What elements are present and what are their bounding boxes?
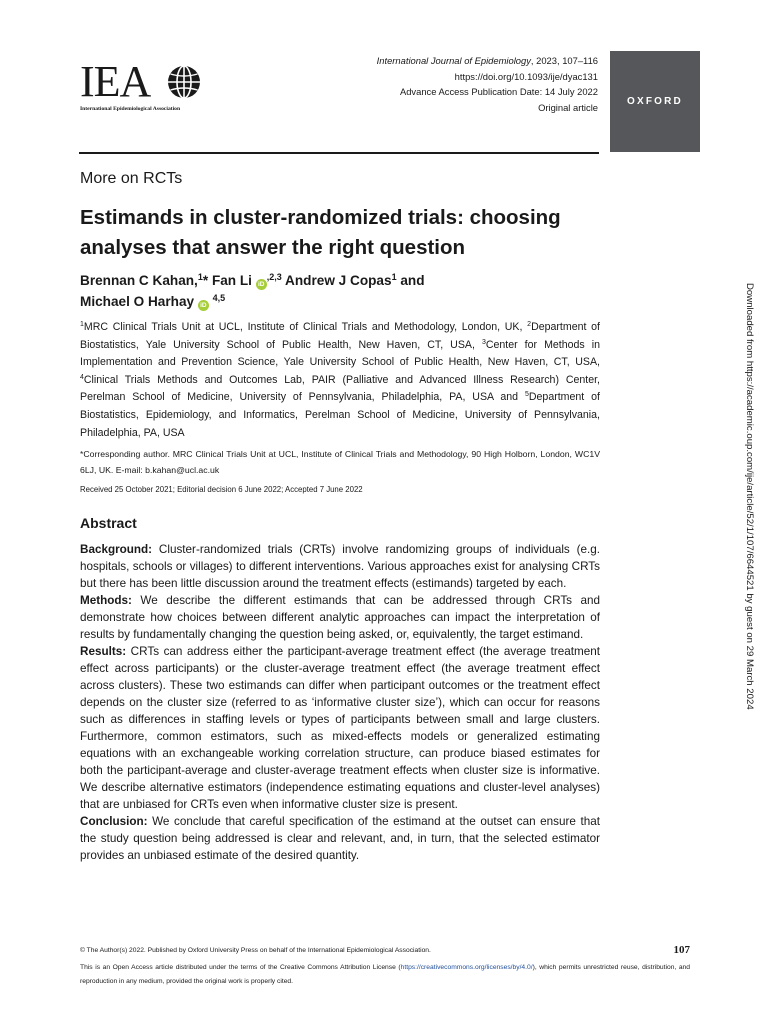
- corresponding-author: *Corresponding author. MRC Clinical Trials Unit at UCL, Institute of Clinical Trials and Methodology, 90 High Holborn, London, WC1V 6LJ, UK. E-mail: b.kahan@ucl.ac.uk: [80, 449, 600, 475]
- section-label: More on RCTs: [80, 170, 183, 187]
- affiliation-sup: 5: [524, 391, 529, 399]
- author-name[interactable]: Andrew J Copas: [285, 273, 392, 288]
- author-name[interactable]: Brennan C Kahan,: [80, 273, 198, 288]
- journal-citation: [377, 53, 598, 69]
- author-name[interactable]: Michael O Harhay: [80, 294, 195, 309]
- page-number: 107: [673, 944, 690, 956]
- affiliation-5: Department of Biostatistics, Epidemiology, and Informatics, Perelman School of Medicine, University of Pennsylvania, Philadelphia, PA, USA: [80, 391, 600, 439]
- affiliation-sup: 2: [527, 321, 532, 328]
- abstract-text: We describe the different estimands that can be addressed through CRTs and demonstrate how choices between different analytic approaches can impact the interpretation of results by fundamentally changing the question being asked, or, equivalently, the target estimand.: [80, 594, 600, 641]
- abstract-methods: [80, 592, 600, 643]
- oxford-logo-text: OXFORD: [627, 96, 683, 107]
- advance-access-date: Advance Access Publication Date: 14 July 2022: [399, 86, 598, 98]
- iea-logo: [80, 57, 205, 115]
- article-type: Original article: [538, 101, 598, 113]
- received-dates: Received 25 October 2021; Editorial decision 6 June 2022; Accepted 7 June 2022: [80, 485, 363, 494]
- author-affiliation-sup: 4,5: [212, 293, 226, 303]
- author-name[interactable]: Fan Li: [211, 273, 252, 288]
- author-list: [80, 270, 600, 312]
- globe-icon: [166, 62, 202, 102]
- article-title: Estimands in cluster-randomized trials: choosing analyses that answer the right question: [80, 206, 561, 259]
- abstract-label: Conclusion:: [80, 815, 148, 828]
- abstract-results: [80, 643, 600, 813]
- journal-name: International Journal of Epidemiology: [376, 55, 531, 66]
- author-affiliation-sup: ,2,3: [266, 272, 282, 282]
- affiliation-1: MRC Clinical Trials Unit at UCL, Institute of Clinical Trials and Methodology, London, UK,: [83, 321, 523, 333]
- affiliation-sup: 4: [80, 373, 84, 381]
- affiliation-2: Department of Biostatistics, Yale University School of Public Health, New Haven, CT, USA,: [80, 321, 600, 351]
- abstract-text: CRTs can address either the participant-average treatment effect (the average treatment effect across participants) or the cluster-average treatment effect (the average treatment effect across clusters). These two estimands can differ when participant outcomes or the treatment effect depends on the cluster size (referred to as ‘informative cluster size’), which can occur for reasons such as differences in staffing levels or types of participants between small and large clusters. Furthermore, common estimators, such as mixed-effects models or generalized estimating equations with an exchangeable working correlation structure, can produce biased estimates for both the participant-average and cluster-average treatment effects when cluster size is informative. We describe alternative estimators (independence estimating equations and cluster-level analyses) that are unbiased for CRTs even when informative cluster size is present.: [80, 645, 600, 811]
- download-notice-text[interactable]: Downloaded from https://academic.oup.com/ije/article/52/1/107/6644521 by guest on 29 March 2024: [744, 283, 755, 710]
- affiliation-sup: 1: [80, 321, 84, 328]
- affiliations: [80, 319, 600, 442]
- abstract-body: [80, 541, 600, 864]
- abstract-label: Background:: [80, 543, 153, 556]
- abstract-conclusion: [80, 813, 600, 864]
- affiliation-sup: 3: [481, 338, 486, 346]
- affiliation-3: Center for Methods in Implementation and Prevention Science, Yale University School of Public Health, New Haven, CT, USA,: [80, 338, 600, 369]
- header-divider: [79, 152, 599, 154]
- journal-info: [377, 53, 598, 115]
- journal-details: , 2023, 107–116: [530, 55, 598, 66]
- oxford-logo[interactable]: [610, 51, 700, 152]
- copyright-notice: © The Author(s) 2022. Published by Oxford University Press on behalf of the International Epidemiological Association.: [80, 947, 431, 954]
- affiliation-4: Clinical Trials Methods and Outcomes Lab, PAIR (Palliative and Advanced Illness Research) Center, Perelman School of Medicine, University of Pennsylvania, Philadelphia, PA, USA and: [80, 373, 600, 404]
- abstract-label: Methods:: [80, 594, 132, 607]
- orcid-icon[interactable]: iD: [256, 279, 267, 290]
- abstract-background: [80, 541, 600, 592]
- license-text: ), which permits unrestricted reuse, distribution, and reproduction in any medium, provided the original work is properly cited.: [80, 964, 690, 985]
- iea-logo-subtitle: International Epidemiological Association: [80, 106, 181, 112]
- license-text: This is an Open Access article distributed under the terms of the Creative Commons Attribution License (: [80, 964, 401, 971]
- abstract-label: Results:: [80, 645, 127, 658]
- author-connector: and: [396, 273, 425, 288]
- license-notice: [80, 961, 690, 988]
- corresponding-marker: *: [202, 273, 209, 288]
- iea-logo-letters: IEA: [80, 57, 151, 106]
- download-notice: [744, 283, 756, 743]
- orcid-icon[interactable]: iD: [198, 300, 209, 311]
- license-link[interactable]: https://creativecommons.org/licenses/by/4.0/: [400, 964, 533, 971]
- abstract-heading: Abstract: [80, 515, 137, 531]
- abstract-text: Cluster-randomized trials (CRTs) involve randomizing groups of individuals (e.g. hospitals, schools or villages) to different interventions. Various approaches exist for analysing CRTs but there has been little discussion around the treatment effects (estimands) targeted by each.: [80, 543, 600, 590]
- author-affiliation-sup: 1: [197, 272, 203, 282]
- abstract-text: We conclude that careful specification of the estimand at the outset can ensure that the study question being addressed is clear and relevant, and, in turn, that the selected estimator provides an unbiased estimate of the desired quantity.: [80, 815, 600, 862]
- author-affiliation-sup: 1: [391, 272, 397, 282]
- doi-link[interactable]: https://doi.org/10.1093/ije/dyac131: [454, 70, 598, 82]
